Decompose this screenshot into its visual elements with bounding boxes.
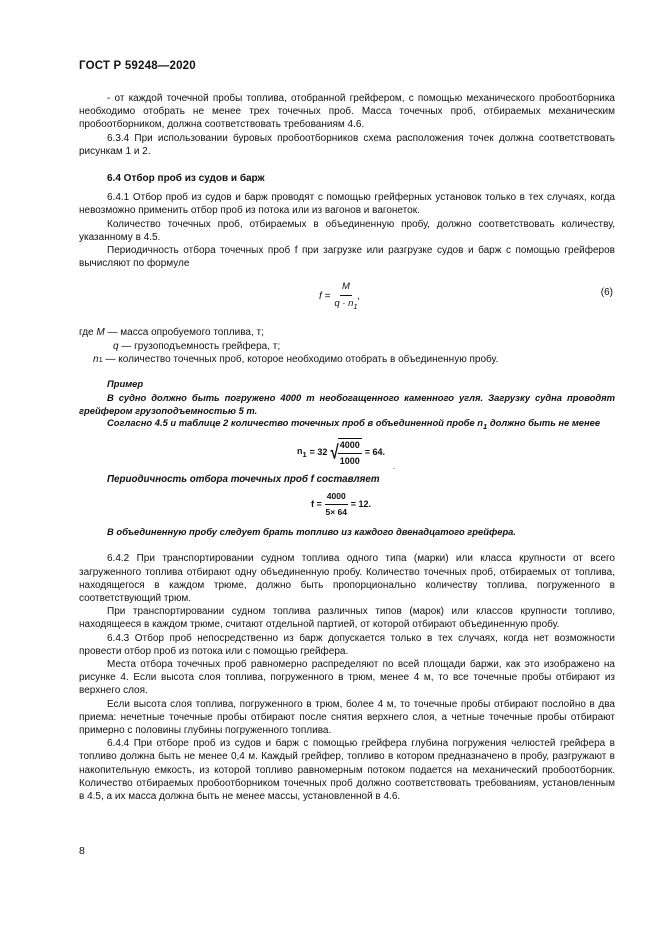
eq2-numerator: 4000 (325, 490, 348, 505)
example-subheading: Периодичность отбора точечных проб f составляет (107, 473, 380, 485)
formula-numerator: M (340, 280, 352, 295)
eq1-rad-numerator: 4000 (338, 439, 362, 454)
example-conclusion: В объединенную пробу следует брать топливо из каждого двенадцатого грейфера. (107, 525, 516, 537)
eq2-rhs: = 12. (350, 499, 371, 510)
paragraph: Периодичность отбора точечных проб f при загрузке или разгрузке судов и барж с помощью грейферов вычисляют по формуле (79, 245, 615, 270)
paragraph: При транспортировании судном топлива различных типов (марок) или классов крупности топливо, находящееся в каждом трюме, считают отдельной партией, от которой отбирают объединенную пробу. (79, 606, 615, 631)
stray-dot: . (392, 461, 395, 471)
eq1-rhs: = 64. (364, 447, 385, 458)
where-item: n 1 — количество точечных проб, которое необходимо отобрать в объединенную пробу. (93, 353, 499, 365)
paragraph: - от каждой точечной пробы топлива, отобранной грейфером, с помощью механического пробоотборника необходимо отобрать не менее трех точечных проб. Масса точечных проб, отбираемых механическим пробоотборником, должна соответствовать требованиям 4.6. (79, 93, 615, 131)
where-item: q — грузоподъемность грейфера, т; (113, 340, 281, 352)
example-text: В судно должно быть погружено 4000 т необогащенного каменного угля. Загрузку судна проводят грейфером грузоподъемностью 5 т. (79, 392, 615, 416)
paragraph: 6.4.4 При отборе проб из судов и барж с помощью грейфера глубина погружения челюстей грейфера в топливо должна быть не менее 0,4 м. Каждый грейфер, топливо в котором предназначено в пробу, разгружают в накопительную емкость, из которой топливо равномерным потоком подается на механический пробоотборник. Количество отбираемых пробоотборником точечных проб должно соответствовать требованиям, установленным в 4.5, а их масса должна быть не менее массы, установленной в 4.6. (79, 738, 615, 803)
formula-denominator: $q \cdot n_1$ (334, 297, 358, 311)
paragraph: 6.4.2 При транспортировании судном топлива одного типа (марки) или класса крупности от всего загруженного топлива отбирают одну объединенную пробу. Количество точечных проб, отбираемых от топлива, находящегося в каждом трюме, должно быть пропорционально количеству топлива, погруженного в соответствующий трюм. (79, 553, 615, 604)
formula-6 (79, 280, 615, 320)
example-formula-n1 (79, 436, 615, 470)
paragraph: Места отбора точечных проб равномерно распределяют по всей площади баржи, как это изображено на рисунке 4. Если высота слоя топлива, погруженного в трюм, менее 4 м, то все точечные пробы отбирают из верхнего слоя. (79, 658, 615, 697)
eq1-radical: √ $\frac{4000}{1000}$ (330, 438, 361, 468)
formula-lhs: f = (319, 290, 331, 302)
page-content (79, 92, 615, 803)
paragraph: Если высота слоя топлива, погруженного в трюм, более 4 м, то точечные пробы отбирают послойно в два приема: нечетные точечные пробы отбирают после снятия верхнего слоя, а четные точечные пробы отбирают примерно с половины глубины погруженного топлива. (79, 698, 615, 736)
where-item: где M — масса опробуемого топлива, т; (79, 327, 264, 339)
section-title: 6.4 Отбор проб из судов и барж (107, 173, 265, 185)
eq2-lhs: f = (311, 499, 322, 510)
paragraph: 6.4.3 Отбор проб непосредственно из барж допускается только в тех случаях, когда нет возможности провести отбор проб из потока или с помощью грейфера. (79, 632, 615, 657)
eq1-rad-denominator: 1000 (339, 455, 360, 466)
example-formula-f (79, 490, 615, 520)
eq1-mid: = 32 (309, 447, 328, 458)
paragraph: Количество точечных проб, отбираемых в объединенную пробу, должно соответствовать количеству, указанному в 4.5. (79, 218, 615, 243)
formula-tail: , (357, 290, 361, 302)
page-number: 8 (79, 845, 85, 857)
document-header: ГОСТ Р 59248—2020 (79, 60, 196, 72)
paragraph: 6.4.1 Отбор проб из судов и барж проводят с помощью грейферных установок только в тех случаях, когда невозможно применить отбор проб из потока или из вагонов и вагонеток. (79, 192, 615, 217)
eq2-denominator: 5× 64 (325, 507, 347, 518)
eq1-lhs: $n_1$ (297, 445, 307, 459)
formula-number: (6) (600, 287, 613, 299)
example-text: Согласно 4.5 и таблице 2 количество точечных проб в объединенной пробе $n_1$ должно быть не менее (107, 417, 601, 432)
example-heading: Пример (107, 378, 144, 390)
where-list (79, 326, 615, 366)
paragraph: 6.3.4 При использовании буровых пробоотборников схема расположения точек должна соответствовать рисункам 1 и 2. (79, 132, 615, 157)
